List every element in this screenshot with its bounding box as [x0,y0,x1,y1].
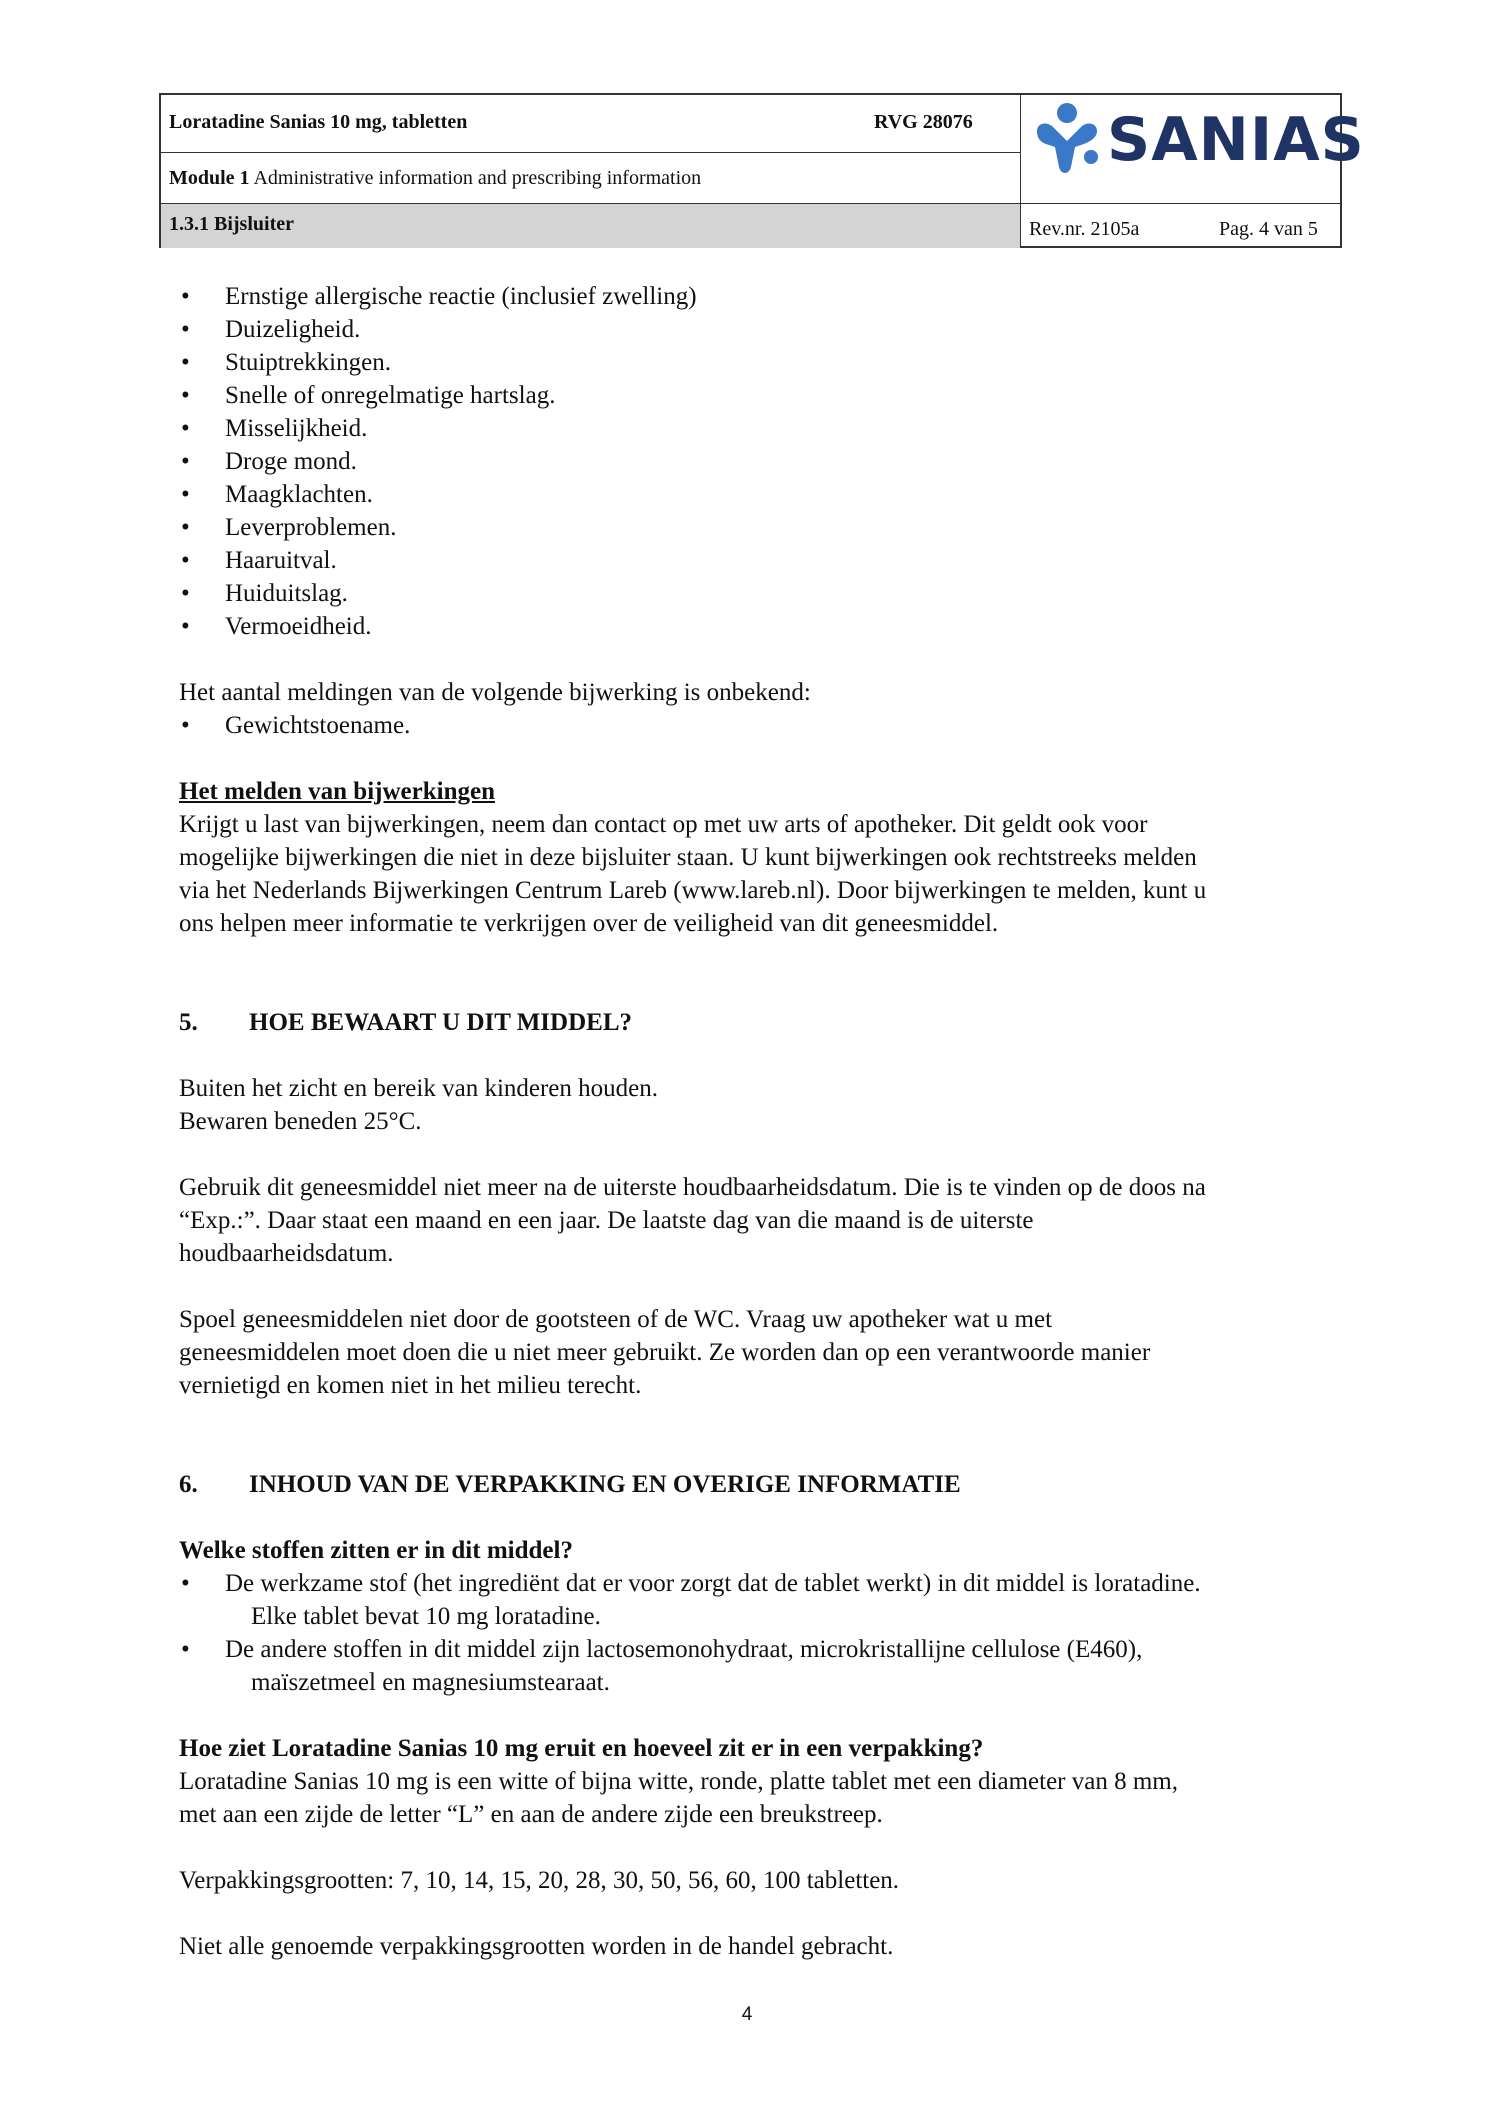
sanias-mother-child-logo-icon [1031,101,1103,181]
header-rev-cell [1021,203,1342,248]
list-item: • De andere stoffen in dit middel zijn lactosemonohydraat, microkristallijne cellulose (E460), maïszetmeel en magnesiumstearaat. [179,1633,1339,1699]
logo-cell [1021,95,1365,203]
side-effects-list [179,280,1339,643]
list-item: • Huiduitslag. [179,577,1339,610]
rvg-number: RVG 28076 [874,111,973,133]
list-item: • Haaruitval. [179,544,1339,577]
list-item: • Leverproblemen. [179,511,1339,544]
module-text: Administrative information and prescribing information [253,167,702,189]
section-title: INHOUD VAN DE VERPAKKING EN OVERIGE INFORMATIE [249,1471,961,1498]
list-item: • Ernstige allergische reactie (inclusief zwelling) [179,280,1339,313]
section-label: 1.3.1 Bijsluiter [169,213,294,235]
list-item: • Snelle of onregelmatige hartslag. [179,379,1339,412]
ingredients-subheading: Welke stoffen zitten er in dit middel? [179,1537,573,1564]
module-line [169,167,701,190]
appearance-paragraph: Loratadine Sanias 10 mg is een witte of bijna witte, ronde, platte tablet met een diameter van 8 mm, met aan een zijde de letter “L” en aan de andere zijde een breukstreep. [179,1768,1178,1828]
storage-paragraph-2: Gebruik dit geneesmiddel niet meer na de uiterste houdbaarheidsdatum. Die is te vinden op de doos na “Exp.:”. Daar staat een maand en een jaar. De laatste dag van die maand is de uiterste houdbaarheidsdatum. [179,1174,1206,1267]
unknown-frequency-list [179,709,1339,742]
sanias-logo [1031,101,1365,197]
product-name: Loratadine Sanias 10 mg, tabletten [169,111,468,133]
list-item: • Gewichtstoename. [179,709,1339,742]
storage-paragraph-1: Buiten het zicht en bereik van kinderen houden. Bewaren beneden 25°C. [179,1075,659,1135]
revision-number: Rev.nr. 2105a [1029,218,1140,240]
market-note: Niet alle genoemde verpakkingsgrootten worden in de handel gebracht. [179,1933,894,1960]
module-label: Module 1 [169,167,250,189]
section-number: 6. [179,1471,198,1498]
section-number: 5. [179,1009,198,1036]
document-header [159,93,1365,248]
header-module-cell [161,153,1021,203]
storage-paragraph-3: Spoel geneesmiddelen niet door de gootsteen of de WC. Vraag uw apotheker wat u met geneesmiddelen moet doen die u niet meer gebruikt. Ze worden dan op een verantwoorde manier vernietigd en komen niet in het milieu terecht. [179,1306,1151,1399]
list-item: • Vermoeidheid. [179,610,1339,643]
list-item: • De werkzame stof (het ingrediënt dat er voor zorgt dat de tablet werkt) in dit middel is loratadine. Elke tablet bevat 10 mg loratadine. [179,1567,1339,1633]
report-paragraph: Krijgt u last van bijwerkingen, neem dan contact op met uw arts of apotheker. Dit geldt ook voor mogelijke bijwerkingen die niet in deze bijsluiter staan. U kunt bijwerkingen ook rechtstreeks melden via het Nederlands Bijwerkingen Centrum Lareb (www.lareb.nl). Door bijwerkingen te melden, kunt u ons helpen meer informatie te verkrijgen over de veiligheid van dit geneesmiddel. [179,811,1207,937]
pack-sizes: Verpakkingsgrootten: 7, 10, 14, 15, 20, 28, 30, 50, 56, 60, 100 tabletten. [179,1867,900,1894]
header-section-cell [161,203,1021,248]
logo-text: SANIAS [1107,105,1365,175]
list-item: • Droge mond. [179,445,1339,478]
section-6-heading [179,1468,1339,1501]
section-5-heading [179,1006,1339,1039]
page-indicator: Pag. 4 van 5 [1219,218,1318,240]
list-item: • Maagklachten. [179,478,1339,511]
document-body [179,280,1339,1963]
appearance-subheading: Hoe ziet Loratadine Sanias 10 mg eruit en hoeveel zit er in een verpakking? [179,1735,984,1762]
unknown-frequency-intro: Het aantal meldingen van de volgende bijwerking is onbekend: [179,679,811,706]
list-item: • Misselijkheid. [179,412,1339,445]
ingredients-list [179,1567,1339,1699]
list-item: • Duizeligheid. [179,313,1339,346]
header-title-cell [161,95,1021,153]
section-title: HOE BEWAART U DIT MIDDEL? [249,1009,632,1036]
report-heading: Het melden van bijwerkingen [179,778,495,805]
page-number: 4 [741,2004,753,2025]
list-item: • Stuiptrekkingen. [179,346,1339,379]
